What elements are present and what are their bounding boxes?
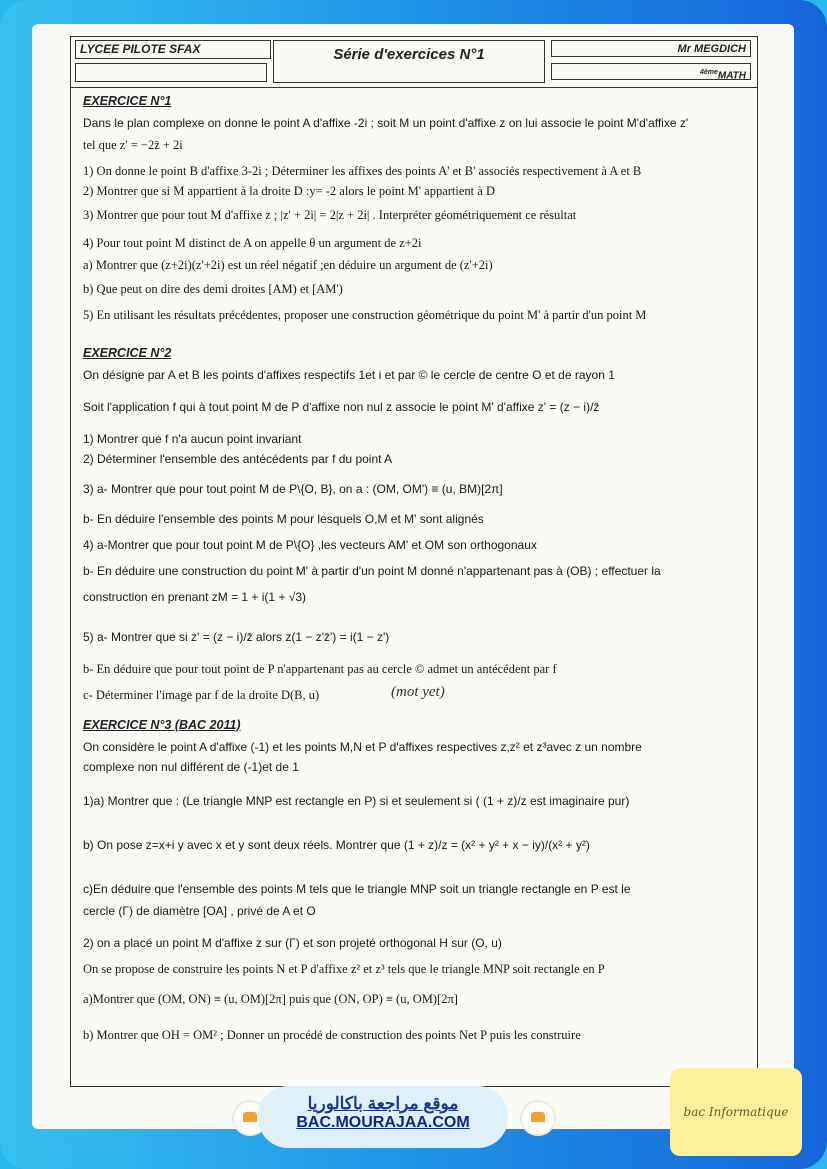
teacher-name: Mr MEGDICH bbox=[551, 40, 751, 57]
ex1-line: 3) Montrer que pour tout M d'affixe z ; |z' + 2i| = 2|z + 2i| . Interpréter géométriquement ce résultat bbox=[83, 208, 577, 222]
ex2-line: construction en prenant zM = 1 + i(1 + √3) bbox=[83, 590, 307, 604]
ex2-line: On désigne par A et B les points d'affixes respectifs 1et i et par © le cercle de centre O et de rayon 1 bbox=[83, 368, 615, 382]
ex1-line: a) Montrer que (z+2i)(z'+2i) est un réel négatif ;en déduire un argument de (z'+2i) bbox=[83, 258, 493, 272]
site-url-link[interactable]: BAC.MOURAJAA.COM bbox=[296, 1114, 470, 1131]
ex1-line: 1) On donne le point B d'affixe 3-2i ; Déterminer les affixes des points A' et B' associés respectivement à A et B bbox=[83, 164, 642, 178]
ex2-line: 4) a-Montrer que pour tout point M de P\{O} ,les vecteurs AM' et OM son orthogonaux bbox=[83, 538, 537, 552]
ex2-line: 5) a- Montrer que si z' = (z − i)/z̄ alors z(1 − z'z̄') = i(1 − z') bbox=[83, 630, 390, 644]
site-footer-banner[interactable] bbox=[258, 1086, 508, 1148]
ex1-line: b) Que peut on dire des demi droites [AM) et [AM') bbox=[83, 282, 343, 296]
ex2-line: b- En déduire l'ensemble des points M pour lesquels O,M et M' sont alignés bbox=[83, 512, 484, 526]
worksheet-title: Série d'exercices N°1 bbox=[273, 40, 545, 83]
ex2-line: b- En déduire une construction du point M' à partir d'un point M donné n'appartenant pas à (OB) ; effectuer la bbox=[83, 564, 661, 578]
ex1-line: tel que z' = −2z̄ + 2i bbox=[83, 138, 183, 152]
ex1-line: 5) En utilisant les résultats précédentes, proposer une construction géométrique du point M' à partir d'un point M bbox=[83, 308, 647, 322]
ex1-line: Dans le plan complexe on donne le point A d'affixe -2i ; soit M un point d'affixe z on lui associe le point M'd'affixe z' bbox=[83, 116, 689, 130]
ex2-line: b- En déduire que pour tout point de P n'appartenant pas au cercle © admet un antécédent par f bbox=[83, 662, 557, 676]
handwritten-note: (mot yet) bbox=[391, 684, 445, 700]
ex3-line: 1)a) Montrer que : (Le triangle MNP est rectangle en P) si et seulement si ( (1 + z)/z est imaginaire pur) bbox=[83, 794, 630, 808]
ex3-line: On considère le point A d'affixe (-1) et les points M,N et P d'affixes respectives z,z² et z³avec z un nombre bbox=[83, 740, 642, 754]
worksheet-body bbox=[70, 86, 758, 1087]
exercise-3-title: EXERCICE N°3 (BAC 2011) bbox=[83, 718, 241, 732]
ex2-line: 2) Déterminer l'ensemble des antécédents par f du point A bbox=[83, 452, 393, 466]
ex1-line: 4) Pour tout point M distinct de A on appelle θ un argument de z+2i bbox=[83, 236, 422, 250]
ex2-line: c- Déterminer l'image par f de la droite D(B, u) bbox=[83, 688, 320, 702]
header-empty-cell bbox=[75, 63, 267, 82]
class-name: MATH bbox=[717, 70, 746, 82]
site-logo-icon bbox=[520, 1100, 556, 1136]
ex3-line: cercle (Γ) de diamètre [OA] , privé de A et O bbox=[83, 904, 316, 918]
ex3-line: 2) on a placé un point M d'affixe z sur (Γ) et son projeté orthogonal H sur (O, u) bbox=[83, 936, 502, 950]
school-name: LYCEE PILOTE SFAX bbox=[75, 40, 271, 59]
ex2-line: Soit l'application f qui à tout point M de P d'affixe non nul z associe le point M' d'affixe z' = (z − i)/z̄ bbox=[83, 400, 600, 414]
ex3-line: complexe non nul différent de (-1)et de 1 bbox=[83, 760, 299, 774]
ex3-line: b) On pose z=x+i y avec x et y sont deux réels. Montrer que (1 + z)/z = (x² + y² + x − iy)/(x² + y²) bbox=[83, 838, 590, 852]
class-grade: 4ème bbox=[699, 69, 718, 76]
ex1-line: 2) Montrer que si M appartient à la droite D :y= -2 alors le point M' appartient à D bbox=[83, 184, 495, 198]
ex3-line: a)Montrer que (OM, ON) ≡ (u, OM)[2π] puis que (ON, OP) ≡ (u, OM)[2π] bbox=[83, 992, 458, 1006]
ex2-line: 3) a- Montrer que pour tout point M de P\{O, B}, on a : (OM, OM') ≡ (u, BM)[2π] bbox=[83, 482, 503, 496]
exercise-2-title: EXERCICE N°2 bbox=[83, 346, 172, 360]
ex3-line: c)En déduire que l'ensemble des points M tels que le triangle MNP soit un triangle rectangle en P est le bbox=[83, 882, 631, 896]
document-page bbox=[32, 24, 794, 1129]
worksheet-header bbox=[70, 36, 758, 88]
ex3-line: b) Montrer que OH = OM² ; Donner un procédé de construction des points Net P puis les construire bbox=[83, 1028, 581, 1042]
class-label bbox=[551, 63, 751, 80]
bac-informatique-badge: bac Informatique bbox=[670, 1068, 802, 1156]
ex2-line: 1) Montrer que f n'a aucun point invariant bbox=[83, 432, 302, 446]
ex3-line: On se propose de construire les points N et P d'affixe z² et z³ tels que le triangle MNP soit rectangle en P bbox=[83, 962, 605, 976]
exercise-1-title: EXERCICE N°1 bbox=[83, 94, 172, 108]
site-name-arabic[interactable]: موقع مراجعة باكالوريا bbox=[307, 1094, 459, 1113]
